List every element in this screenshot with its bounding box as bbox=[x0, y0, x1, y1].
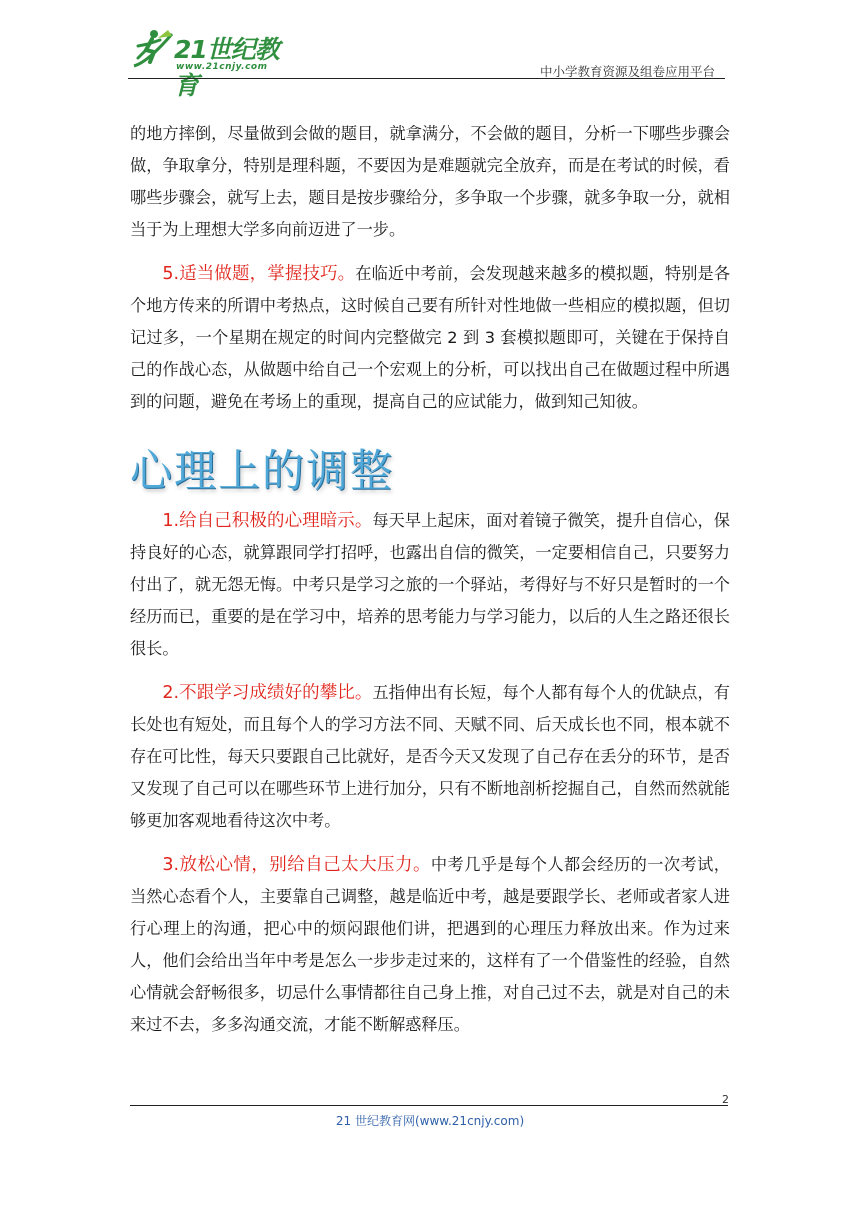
logo-text: 21世纪教育 bbox=[174, 35, 279, 100]
runner-icon bbox=[128, 26, 176, 74]
paragraph bbox=[130, 505, 730, 665]
logo bbox=[128, 26, 298, 100]
point-heading: 2.不跟学习成绩好的攀比。 bbox=[162, 683, 373, 703]
logo-url: www.21cnjy.com bbox=[176, 62, 268, 72]
section-title: 心理上的调整 bbox=[130, 444, 395, 497]
paragraph bbox=[130, 258, 730, 418]
header-divider bbox=[128, 78, 725, 79]
point-heading: 3.放松心情，别给自己太大压力。 bbox=[162, 855, 431, 875]
point-body: 中考几乎是每个人都会经历的一次考试，当然心态看个人，主要靠自己调整，越是临近中考，越是要跟学长、老师或者家人进行心理上的沟通，把心中的烦闷跟他们讲，把遇到的心理压力释放出来。作为过来人，他们会给出当年中考是怎么一步步走过来的，这样有了一个借鉴性的经验，自然心情就会舒畅很多，切忌什么事情都往自己身上推，对自己过不去，就是对自己的未来过不去，多多沟通交流，才能不断解惑释压。 bbox=[130, 855, 730, 1034]
page-header bbox=[128, 26, 725, 100]
paragraph: 的地方摔倒，尽量做到会做的题目，就拿满分，不会做的题目，分析一下哪些步骤会做，争取拿分，特别是理科题，不要因为是难题就完全放弃，而是在考试的时候，看哪些步骤会，就写上去，题目是按步骤给分，多争取一个步骤，就多争取一分，就相当于为上理想大学多向前迈进了一步。 bbox=[130, 124, 730, 239]
footer-site: 21 世纪教育网(www.21cnjy.com) bbox=[335, 1114, 525, 1128]
point-heading: 1.给自己积极的心理暗示。 bbox=[162, 511, 373, 531]
paragraph bbox=[130, 849, 730, 1041]
point-body: 五指伸出有长短，每个人都有每个人的优缺点，有长处也有短处，而且每个人的学习方法不同、天赋不同、后天成长也不同，根本就不存在可比性，每天只要跟自己比就好，是否今天又发现了自己存在丢分的环节，是否又发现了自己可以在哪些环节上进行加分，只有不断地剖析挖掘自己，自然而然就能够更加客观地看待这次中考。 bbox=[130, 683, 730, 830]
platform-name: 中小学教育资源及组卷应用平台 bbox=[539, 64, 715, 79]
content-block-1 bbox=[130, 118, 730, 430]
content-block-2 bbox=[130, 505, 730, 1053]
paragraph bbox=[130, 677, 730, 837]
point-body: 每天早上起床，面对着镜子微笑，提升自信心，保持良好的心态，就算跟同学打招呼，也露出自信的微笑，一定要相信自己，只要努力付出了，就无怨无悔。中考只是学习之旅的一个驿站，考得好与不好只是暂时的一个经历而已，重要的是在学习中，培养的思考能力与学习能力，以后的人生之路还很长很长。 bbox=[130, 511, 730, 658]
footer-divider bbox=[130, 1105, 728, 1106]
point-body: 在临近中考前，会发现越来越多的模拟题，特别是各个地方传来的所谓中考热点，这时候自己要有所针对性地做一些相应的模拟题，但切记过多，一个星期在规定的时间内完整做完 2 到 3 套模拟题即可，关键在于保持自己的作战心态，从做题中给自己一个宏观上的分析，可以找出自己在做题过程中所遇到的问题，避免在考场上的重现，提高自己的应试能力，做到知己知彼。 bbox=[130, 264, 731, 411]
page-number: 2 bbox=[722, 1093, 729, 1106]
point-heading: 5.适当做题，掌握技巧。 bbox=[162, 264, 356, 284]
